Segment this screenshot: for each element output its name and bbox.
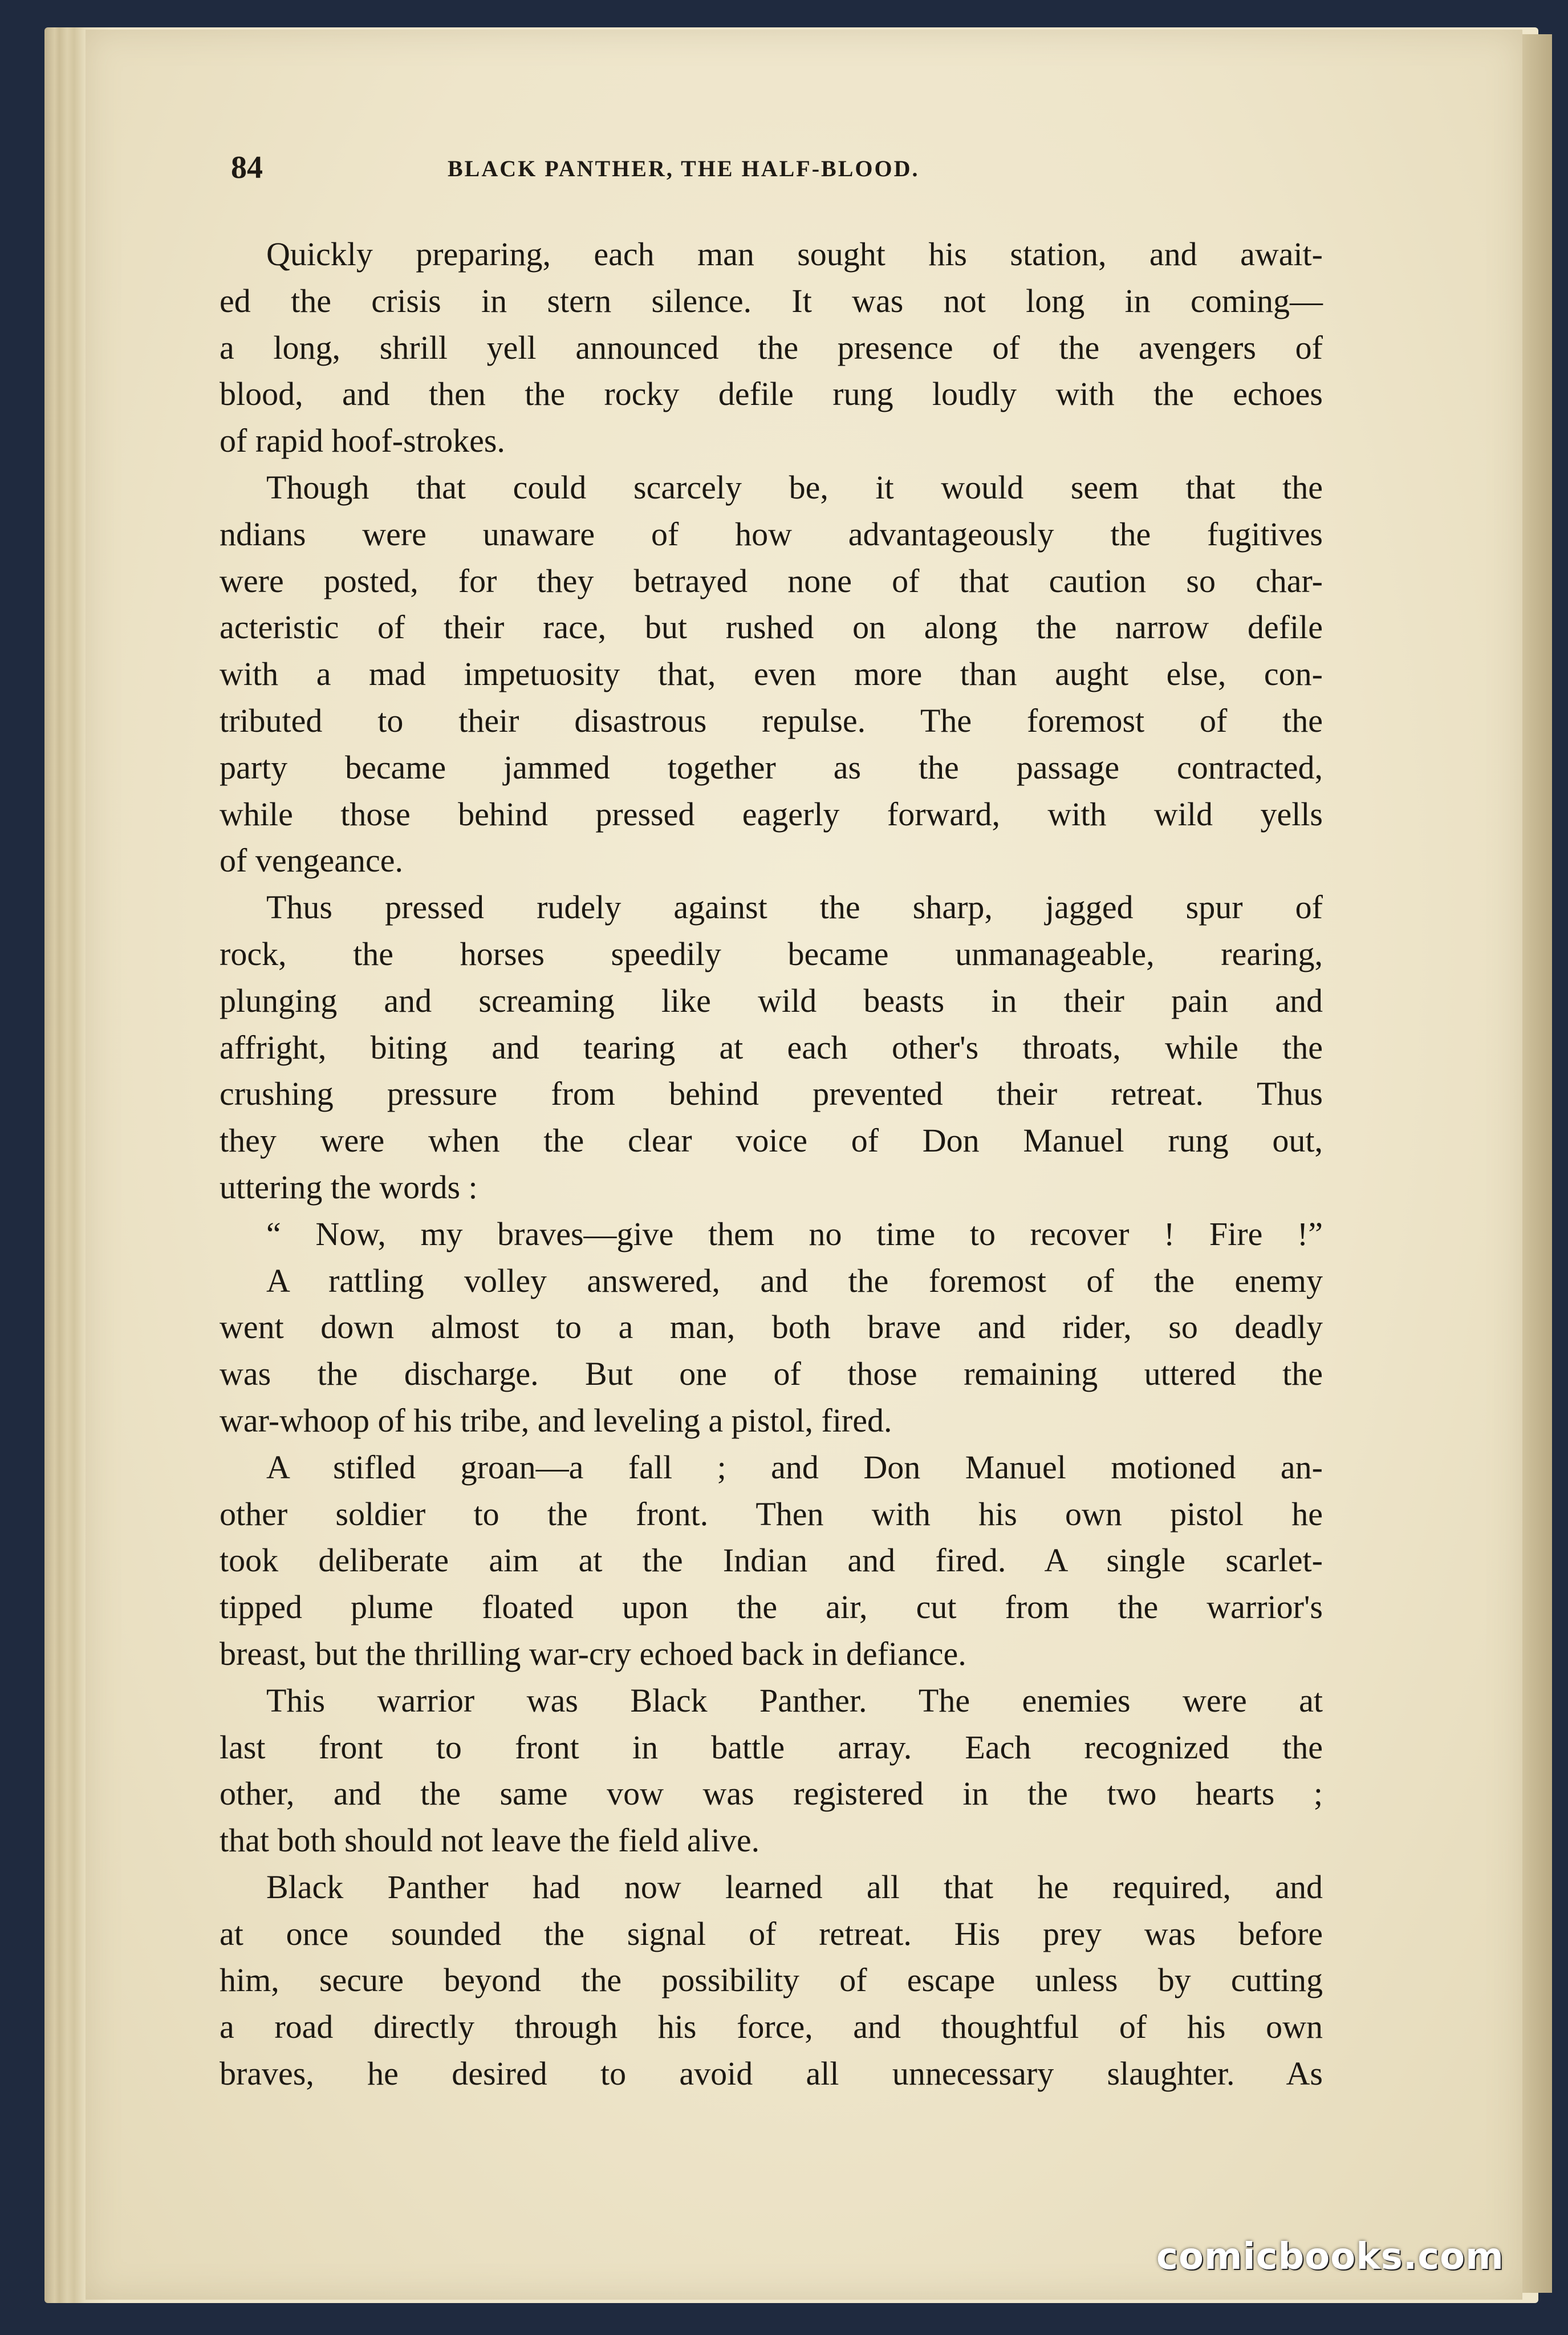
text-line: Quickly preparing, each man sought his station, and await-	[266, 236, 1323, 273]
running-head	[0, 149, 1568, 195]
text-line: a long, shrill yell announced the presence of the avengers of	[220, 329, 1323, 366]
text-line: was the discharge. But one of those remaining uttered the	[220, 1355, 1323, 1393]
text-line: rock, the horses speedily became unmanageable, rearing,	[220, 935, 1323, 972]
text-line: crushing pressure from behind prevented their retreat. Thus	[220, 1075, 1323, 1113]
text-line: of vengeance.	[220, 842, 404, 879]
text-line: breast, but the thrilling war-cry echoed back in defiance.	[220, 1635, 966, 1672]
text-line: A stifled groan—a fall ; and Don Manuel motioned an-	[266, 1448, 1323, 1486]
text-line: braves, he desired to avoid all unnecessary slaughter. As	[220, 2055, 1323, 2093]
text-line: party became jammed together as the passage contracted,	[220, 748, 1323, 786]
text-line: while those behind pressed eagerly forward, with wild yells	[220, 795, 1323, 833]
text-line: that both should not leave the field alive.	[220, 1822, 760, 1859]
text-line: plunging and screaming like wild beasts in their pain and	[220, 982, 1323, 1019]
text-line: acteristic of their race, but rushed on along the narrow defile	[220, 609, 1323, 646]
text-line: they were when the clear voice of Don Manuel rung out,	[220, 1122, 1323, 1160]
text-line: last front to front in battle array. Each recognized the	[220, 1728, 1323, 1766]
text-line: tipped plume floated upon the air, cut from the warrior's	[220, 1588, 1323, 1626]
body-text	[220, 231, 1323, 2097]
text-line: were posted, for they betrayed none of that caution so char-	[220, 562, 1323, 599]
text-line: affright, biting and tearing at each other's throats, while the	[220, 1028, 1323, 1066]
text-line: blood, and then the rocky defile rung loudly with the echoes	[220, 375, 1323, 413]
text-line: other soldier to the front. Then with his own pistol he	[220, 1495, 1323, 1533]
running-title: BLACK PANTHER, THE HALF-BLOOD.	[448, 156, 920, 181]
text-line: This warrior was Black Panther. The enemies were at	[266, 1681, 1323, 1719]
text-line: ndians were unaware of how advantageously the fugitives	[220, 515, 1323, 553]
text-line: Black Panther had now learned all that he required, and	[266, 1868, 1323, 1906]
text-line: ed the crisis in stern silence. It was not long in coming—	[220, 282, 1323, 319]
page-number: 84	[231, 150, 263, 185]
text-line: other, and the same vow was registered in the two hearts ;	[220, 1775, 1323, 1813]
text-line: a road directly through his force, and thoughtful of his own	[220, 2008, 1323, 2046]
text-line: went down almost to a man, both brave and rider, so deadly	[220, 1308, 1323, 1346]
text-line: war-whoop of his tribe, and leveling a pistol, fired.	[220, 1401, 892, 1439]
text-line: at once sounded the signal of retreat. His prey was before	[220, 1915, 1323, 1952]
text-line: with a mad impetuosity that, even more than aught else, con-	[220, 655, 1323, 693]
text-line: Thus pressed rudely against the sharp, jagged spur of	[266, 889, 1323, 926]
text-line: uttering the words :	[220, 1168, 478, 1206]
watermark-logo: comicbooks.com	[1156, 2236, 1504, 2278]
text-line: “ Now, my braves—give them no time to recover ! Fire !”	[266, 1215, 1323, 1252]
text-line: Though that could scarcely be, it would seem that the	[266, 468, 1323, 506]
text-line: tributed to their disastrous repulse. The foremost of the	[220, 702, 1323, 739]
text-line: took deliberate aim at the Indian and fired. A single scarlet-	[220, 1542, 1323, 1579]
text-line: of rapid hoof-strokes.	[220, 422, 505, 460]
text-line: him, secure beyond the possibility of escape unless by cutting	[220, 1961, 1323, 1999]
text-line: A rattling volley answered, and the foremost of the enemy	[266, 1262, 1323, 1299]
